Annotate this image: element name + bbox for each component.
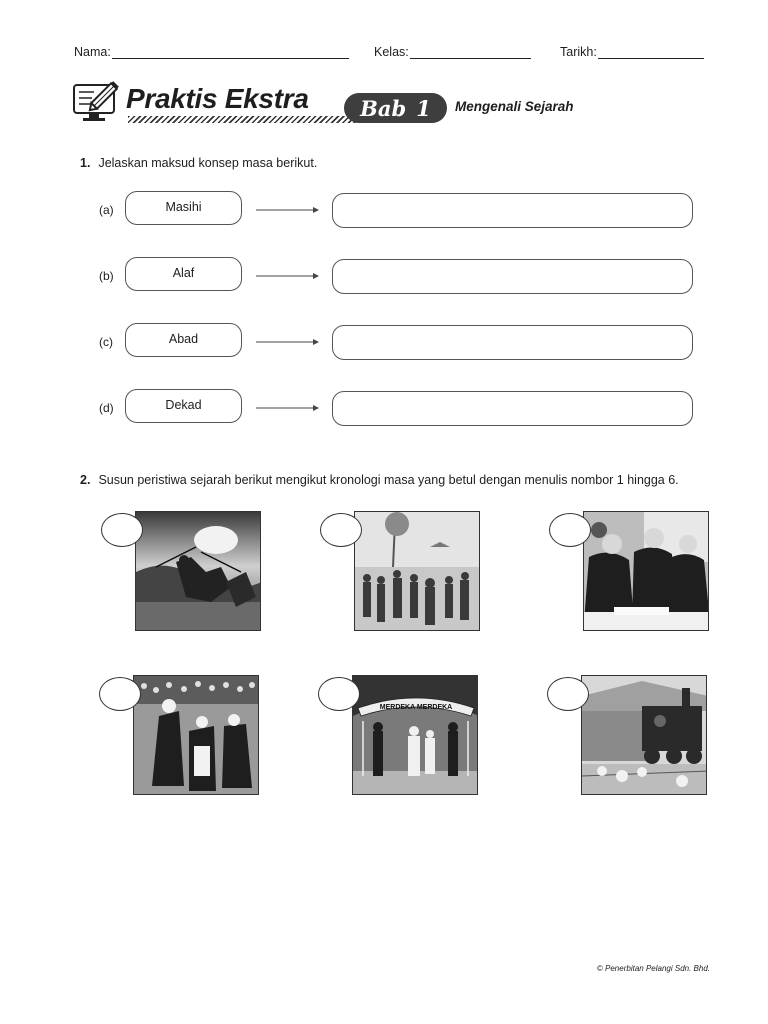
term-box-alaf: Alaf [125, 257, 242, 291]
arrow-right-icon [256, 271, 320, 281]
class-label: Kelas: [374, 45, 409, 59]
question-1-number: 1. [80, 156, 91, 170]
copyright-footer: © Penerbitan Pelangi Sdn. Bhd. [596, 964, 710, 973]
date-label: Tarikh: [560, 45, 597, 59]
answer-box-b[interactable] [332, 259, 693, 294]
order-answer-oval-6[interactable] [547, 677, 589, 711]
item-d-label: (d) [99, 401, 114, 415]
order-answer-oval-4[interactable] [99, 677, 141, 711]
item-b-label: (b) [99, 269, 114, 283]
order-answer-oval-5[interactable] [318, 677, 360, 711]
term-box-masihi: Masihi [125, 191, 242, 225]
chapter-word: Bab [360, 95, 407, 121]
title-underline-hatch [128, 116, 358, 123]
question-1-text: Jelaskan maksud konsep masa berikut. [98, 156, 318, 170]
photo-treaty-signing [583, 511, 709, 631]
order-answer-oval-2[interactable] [320, 513, 362, 547]
chapter-number: 1 [416, 95, 431, 121]
question-1 [80, 156, 317, 170]
term-box-dekad: Dekad [125, 389, 242, 423]
photo-ceremonial-procession [133, 675, 259, 795]
answer-box-d[interactable] [332, 391, 693, 426]
item-a-label: (a) [99, 203, 114, 217]
class-field[interactable] [410, 58, 531, 59]
arch-banner-text: MERDEKA MERDEKA [379, 704, 453, 711]
name-field[interactable] [112, 58, 349, 59]
photo-colonial-gathering [354, 511, 480, 631]
answer-box-a[interactable] [332, 193, 693, 228]
item-c-label: (c) [99, 335, 113, 349]
question-2-number: 2. [80, 473, 91, 487]
chapter-subtitle: Mengenali Sejarah [455, 99, 574, 114]
page-title: Praktis Ekstra [126, 83, 309, 114]
arrow-right-icon [256, 205, 320, 215]
order-answer-oval-1[interactable] [101, 513, 143, 547]
arrow-right-icon [256, 403, 320, 413]
photo-battle-scene [135, 511, 261, 631]
photo-merdeka-arch-ceremony [352, 675, 478, 795]
answer-box-c[interactable] [332, 325, 693, 360]
question-2 [80, 473, 679, 487]
order-answer-oval-3[interactable] [549, 513, 591, 547]
name-label: Nama: [74, 45, 111, 59]
chapter-badge [344, 93, 447, 123]
date-field[interactable] [598, 58, 704, 59]
photo-steam-locomotive-station [581, 675, 707, 795]
arrow-right-icon [256, 337, 320, 347]
term-box-abad: Abad [125, 323, 242, 357]
pencil-monitor-icon [72, 76, 122, 126]
question-2-text: Susun peristiwa sejarah berikut mengikut kronologi masa yang betul dengan menulis nombor 1 hingga 6. [98, 473, 679, 487]
